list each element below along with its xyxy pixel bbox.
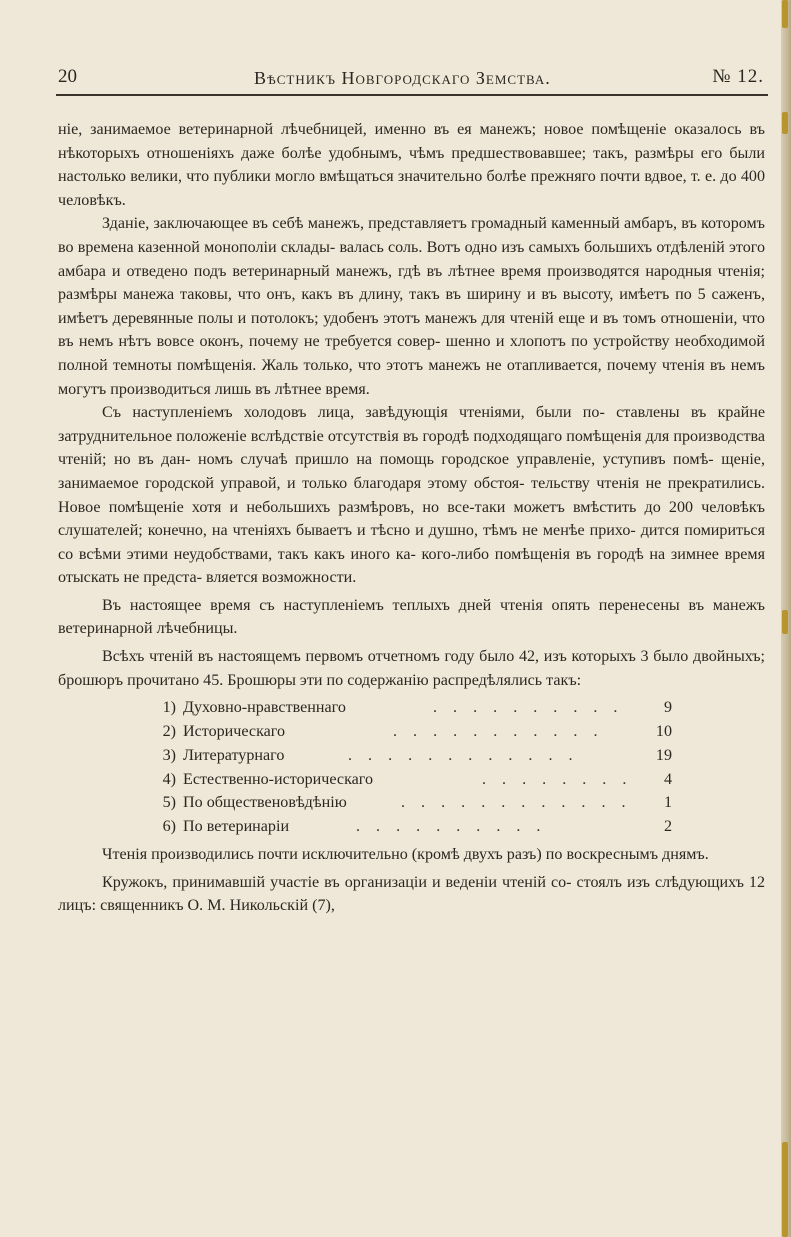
list-item-label: Литературнаго <box>183 746 285 764</box>
text-line: шенно и хлопотъ по устройству необходимой полной темноты помѣщенія. <box>58 333 765 374</box>
list-item-number: 5) <box>162 794 176 812</box>
text-line: народныя чтенія; размѣры манежа таковы, что онъ, какъ въ длину, <box>58 262 765 304</box>
text-line: вляется возможности. <box>206 569 357 587</box>
list-item-count: 2 <box>663 818 672 836</box>
text-line: конечно, на чтеніяхъ бываетъ и тѣсно и душно, тѣмъ не менѣе прихо- <box>147 522 636 540</box>
list-item <box>58 696 765 720</box>
text-line: могутъ производиться лишь въ лѣтнее время. <box>58 380 370 398</box>
paragraph <box>58 871 765 918</box>
list-item <box>58 815 765 839</box>
text-line: до 400 человѣкъ. <box>58 168 765 209</box>
text-line: номъ случаѣ пришло на помощь городское управленіе, уступивъ помѣ- <box>197 451 714 469</box>
list-item <box>58 744 765 768</box>
text-line: валась соль. Вотъ одно изъ самыхъ большихъ отдѣленій этого амбара и <box>58 238 765 280</box>
text-line: тельству чтенія не прекратились. Новое помѣщеніе хотя и небольшихъ <box>58 474 766 516</box>
list-item-count: 19 <box>655 746 672 764</box>
text-line: Кружокъ, принимавшій участіе въ организаціи и веденіи чтеній со- <box>102 873 572 891</box>
list-item-number: 6) <box>162 818 176 836</box>
paragraph <box>58 645 765 692</box>
leader-dots: . . . . . . . . <box>482 770 633 788</box>
leader-dots: . . . . . . . . . . . <box>393 723 604 741</box>
header-rule <box>56 94 768 96</box>
text-line: Чтенія производились почти исключительно (кромѣ двухъ разъ) по <box>102 846 563 864</box>
text-line: Въ настоящее время съ наступленіемъ теплыхъ дней чтенія опять <box>102 596 590 614</box>
text-line: Зданіе, заключающее въ себѣ манежъ, представляетъ громадный <box>102 215 547 233</box>
text-line: каменный амбаръ, въ которомъ во времена казенной монополіи склады- <box>58 215 765 256</box>
leader-dots: . . . . . . . . . . . . <box>348 746 579 764</box>
journal-title: Вѣстникъ Новгородскаго Земства. <box>254 68 551 88</box>
list-item <box>58 768 765 792</box>
leader-dots: . . . . . . . . . . <box>433 699 624 717</box>
page-number: 20 <box>58 66 77 87</box>
text-line: воскреснымъ днямъ. <box>566 846 709 864</box>
text-line: изъ которыхъ 3 было двойныхъ; брошюръ прочитано 45. Брошюры эти <box>58 648 766 689</box>
list-item <box>58 791 765 815</box>
text-line: публики могло вмѣщаться значительно болѣе прежняго почти вдвое, т. е. <box>213 168 717 186</box>
leader-dots: . . . . . . . . . . <box>356 818 547 836</box>
list-item-label: По общественовѣдѣнію <box>183 794 347 812</box>
paragraphs-top <box>58 118 765 692</box>
running-header <box>58 66 764 92</box>
leader-dots: . . . . . . . . . . . . <box>401 794 632 812</box>
list-item-number: 1) <box>162 699 176 717</box>
text-line: по содержанію распредѣлялись такъ: <box>326 671 582 689</box>
text-line: размѣровъ, но все-таки можетъ вмѣстить до 200 человѣкъ слушателей; <box>58 498 765 540</box>
paragraph <box>58 212 765 401</box>
text-line: отношеніи, что въ немъ нѣтъ вовсе оконъ, почему не требуется совер- <box>58 309 765 351</box>
paragraph <box>58 594 765 641</box>
text-line: полы и потолокъ; удобенъ этотъ манежъ для чтеній еще и въ томъ <box>197 309 657 327</box>
text-line: такъ въ ширину и въ высоту, имѣетъ по 5 саженъ, имѣетъ деревянные <box>58 286 766 327</box>
issue-number: № 12. <box>712 66 764 87</box>
text-line: кого-либо помѣщенія въ городѣ на зимнее время отыскать не предста- <box>58 545 765 587</box>
reading-topics-list <box>58 696 765 839</box>
paragraph <box>58 401 765 590</box>
list-item-label: Духовно-нравственнаго <box>183 699 346 717</box>
text-line: въ городѣ подходящаго помѣщенія для производства чтеній; но въ дан- <box>58 427 766 469</box>
list-item-count: 1 <box>663 794 672 812</box>
text-line: чѣмъ предшествовавшее; такъ, размѣры его были настолько велики, что <box>58 144 765 186</box>
text-line: щеніе, занимаемое городской управой, и только благодаря этому обстоя- <box>58 451 765 492</box>
text-line: стоялъ изъ слѣдующихъ 12 лицъ: священникъ О. М. Никольскій (7), <box>58 873 765 915</box>
text-line: помѣщеніе оказалось въ нѣкоторыхъ отношеніяхъ даже болѣе удобнымъ, <box>58 121 765 162</box>
text-line: Съ наступленіемъ холодовъ лица, завѣдующія чтеніями, были по- <box>102 404 605 422</box>
body-text <box>58 118 765 918</box>
list-item-label: Историческаго <box>183 723 286 741</box>
page-edge <box>781 0 791 1237</box>
list-item-number: 2) <box>162 723 176 741</box>
list-item-count: 10 <box>655 723 672 741</box>
text-line: Всѣхъ чтеній въ настоящемъ первомъ отчетномъ году было 42, <box>102 648 540 666</box>
list-item-label: Естественно-историческаго <box>183 770 374 788</box>
list-item-count: 9 <box>663 699 672 717</box>
text-line: отведено подъ ветеринарный манежъ, гдѣ въ лѣтнее время производятся <box>126 262 640 280</box>
list-item-number: 3) <box>162 746 176 764</box>
paragraph <box>58 843 765 867</box>
list-item-count: 4 <box>663 770 672 788</box>
text-line: Жаль только, что этотъ манежъ не отапливается, почему чтенія въ немъ <box>261 356 765 374</box>
list-item-number: 4) <box>162 770 176 788</box>
list-item-label: По ветеринаріи <box>183 818 290 836</box>
text-line: дится помириться со всѣми этими неудобствами, такъ какъ иного ка- <box>58 522 765 563</box>
text-line: ніе, занимаемое ветеринарной лѣчебницей, именно въ ея манежъ; новое <box>58 121 584 138</box>
paragraphs-bottom <box>58 843 765 918</box>
list-item <box>58 720 765 744</box>
text-line: перенесены въ манежъ ветеринарной лѣчебницы. <box>58 596 765 638</box>
text-line: ставлены въ крайне затруднительное положеніе вслѣдствіе отсутствія <box>58 404 765 445</box>
paragraph <box>58 118 765 212</box>
